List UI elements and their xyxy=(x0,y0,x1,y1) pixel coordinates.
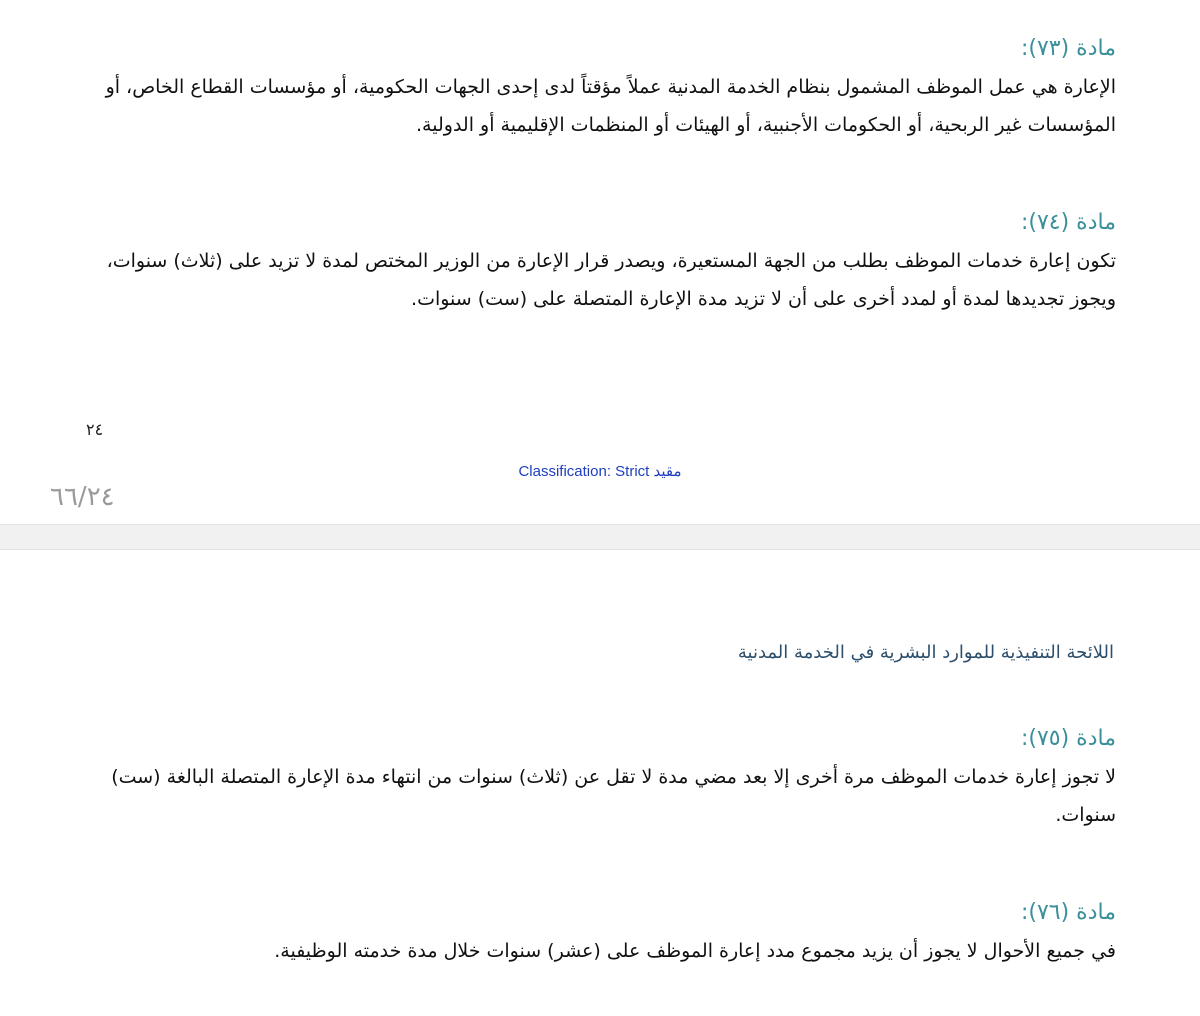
article-75 xyxy=(80,724,1116,834)
page-separator xyxy=(0,524,1200,550)
article-body: في جميع الأحوال لا يجوز أن يزيد مجموع مدد إعارة الموظف على (عشر) سنوات خلال مدة خدمته الوظيفية. xyxy=(274,940,1116,962)
document-page-bottom xyxy=(0,550,1200,1016)
article-body: الإعارة هي عمل الموظف المشمول بنظام الخدمة المدنية عملاً مؤقتاً لدى إحدى الجهات الحكومية، أو مؤسسات القطاع الخاص، أو المؤسسات غير الربحية، أو الحكومات الأجنبية، أو الهيئات أو المنظمات الإقليمية أو الدولية. xyxy=(105,76,1116,136)
article-heading: مادة (٧٣): xyxy=(1020,36,1116,61)
article-heading: مادة (٧٦): xyxy=(1020,900,1116,925)
article-heading: مادة (٧٥): xyxy=(1020,726,1116,751)
page-number: ٢٤ xyxy=(86,420,104,439)
article-76 xyxy=(80,898,1116,970)
article-74 xyxy=(80,208,1116,318)
article-73 xyxy=(80,34,1116,144)
running-header: اللائحة التنفيذية للموارد البشرية في الخدمة المدنية xyxy=(737,642,1114,663)
article-heading: مادة (٧٤): xyxy=(1020,210,1116,235)
classification-label: Classification: Strict مقيد xyxy=(518,463,682,480)
page-counter: ٦٦/٢٤ xyxy=(50,482,115,512)
article-body: لا تجوز إعارة خدمات الموظف مرة أخرى إلا بعد مضي مدة لا تقل عن (ثلاث) سنوات من انتهاء مدة الإعارة المتصلة البالغة (ست) سنوات. xyxy=(111,766,1116,826)
article-body: تكون إعارة خدمات الموظف بطلب من الجهة المستعيرة، ويصدر قرار الإعارة من الوزير المختص لمدة لا تزيد على (ثلاث) سنوات، ويجوز تجديدها لمدة أو لمدد أخرى على أن لا تزيد مدة الإعارة المتصلة على (ست) سنوات. xyxy=(106,250,1116,310)
